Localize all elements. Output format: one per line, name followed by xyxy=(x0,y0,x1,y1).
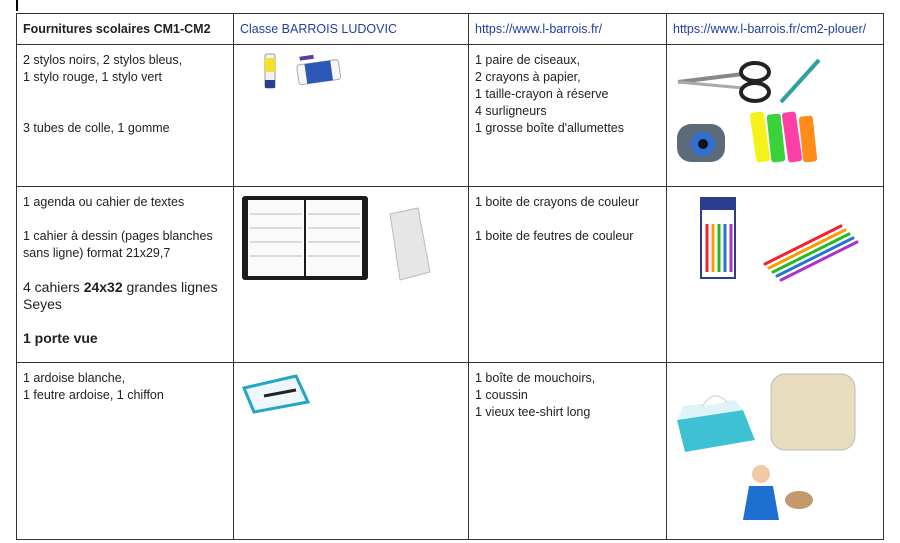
supply-list-table xyxy=(16,13,884,540)
row2-right-cell xyxy=(469,187,667,363)
supply-pens-line1: 2 stylos noirs, 2 stylos bleus, xyxy=(23,53,183,67)
supply-colored-pencils: 1 boite de crayons de couleur xyxy=(475,195,639,209)
class-page-link[interactable]: https://www.l-barrois.fr/cm2-plouer/ xyxy=(667,14,884,45)
supply-notebooks-seyes: Seyes xyxy=(23,296,62,312)
supply-tissues: 1 boîte de mouchoirs, xyxy=(475,371,596,385)
table-row xyxy=(17,187,884,363)
row3-image-cell xyxy=(234,363,469,540)
supply-tshirt: 1 vieux tee-shirt long xyxy=(475,405,591,419)
text-cursor xyxy=(16,0,18,11)
row2-image-cell-2 xyxy=(667,187,884,363)
supply-notebooks: 4 cahiers 24x32 grandes lignes xyxy=(23,279,218,295)
class-name: Classe BARROIS LUDOVIC xyxy=(234,14,469,45)
slate-image xyxy=(240,370,330,415)
supply-matches: 1 grosse boîte d'allumettes xyxy=(475,121,624,135)
tissues-cushion-image xyxy=(673,370,873,530)
row3-right-cell xyxy=(469,363,667,540)
list-title: Fournitures scolaires CM1-CM2 xyxy=(17,14,234,45)
supply-drawing-book-2: sans ligne) format 21x29,7 xyxy=(23,246,171,260)
supply-scissors: 1 paire de ciseaux, xyxy=(475,53,580,67)
scissors-highlighters-image xyxy=(673,52,873,177)
row3-image-cell-2 xyxy=(667,363,884,540)
row1-image-cell xyxy=(234,45,469,187)
supply-slate: 1 ardoise blanche, xyxy=(23,371,126,385)
row1-image-cell-2 xyxy=(667,45,884,187)
supply-pencils: 2 crayons à papier, xyxy=(475,70,581,84)
supply-felt-pens: 1 boite de feutres de couleur xyxy=(475,229,634,243)
table-row xyxy=(17,363,884,540)
supply-glue: 3 tubes de colle, 1 gomme xyxy=(23,121,170,135)
supply-drawing-book-1: 1 cahier à dessin (pages blanches xyxy=(23,229,213,243)
supply-pens-line2: 1 stylo rouge, 1 stylo vert xyxy=(23,70,162,84)
glue-eraser-image xyxy=(240,52,360,102)
supply-cushion: 1 coussin xyxy=(475,388,528,402)
colors-image xyxy=(673,194,873,289)
website-link[interactable]: https://www.l-barrois.fr/ xyxy=(469,14,667,45)
row1-left-cell xyxy=(17,45,234,187)
supply-agenda: 1 agenda ou cahier de textes xyxy=(23,195,185,209)
row1-right-cell xyxy=(469,45,667,187)
row2-left-cell xyxy=(17,187,234,363)
supply-sharpener: 1 taille-crayon à réserve xyxy=(475,87,609,101)
supply-highlighters: 4 surligneurs xyxy=(475,104,547,118)
header-row xyxy=(17,14,884,45)
row2-image-cell xyxy=(234,187,469,363)
supply-slate-marker: 1 feutre ardoise, 1 chiffon xyxy=(23,388,164,402)
agenda-notebook-image xyxy=(240,194,460,289)
row3-left-cell xyxy=(17,363,234,540)
supply-folder: 1 porte vue xyxy=(23,330,98,346)
table-row xyxy=(17,45,884,187)
